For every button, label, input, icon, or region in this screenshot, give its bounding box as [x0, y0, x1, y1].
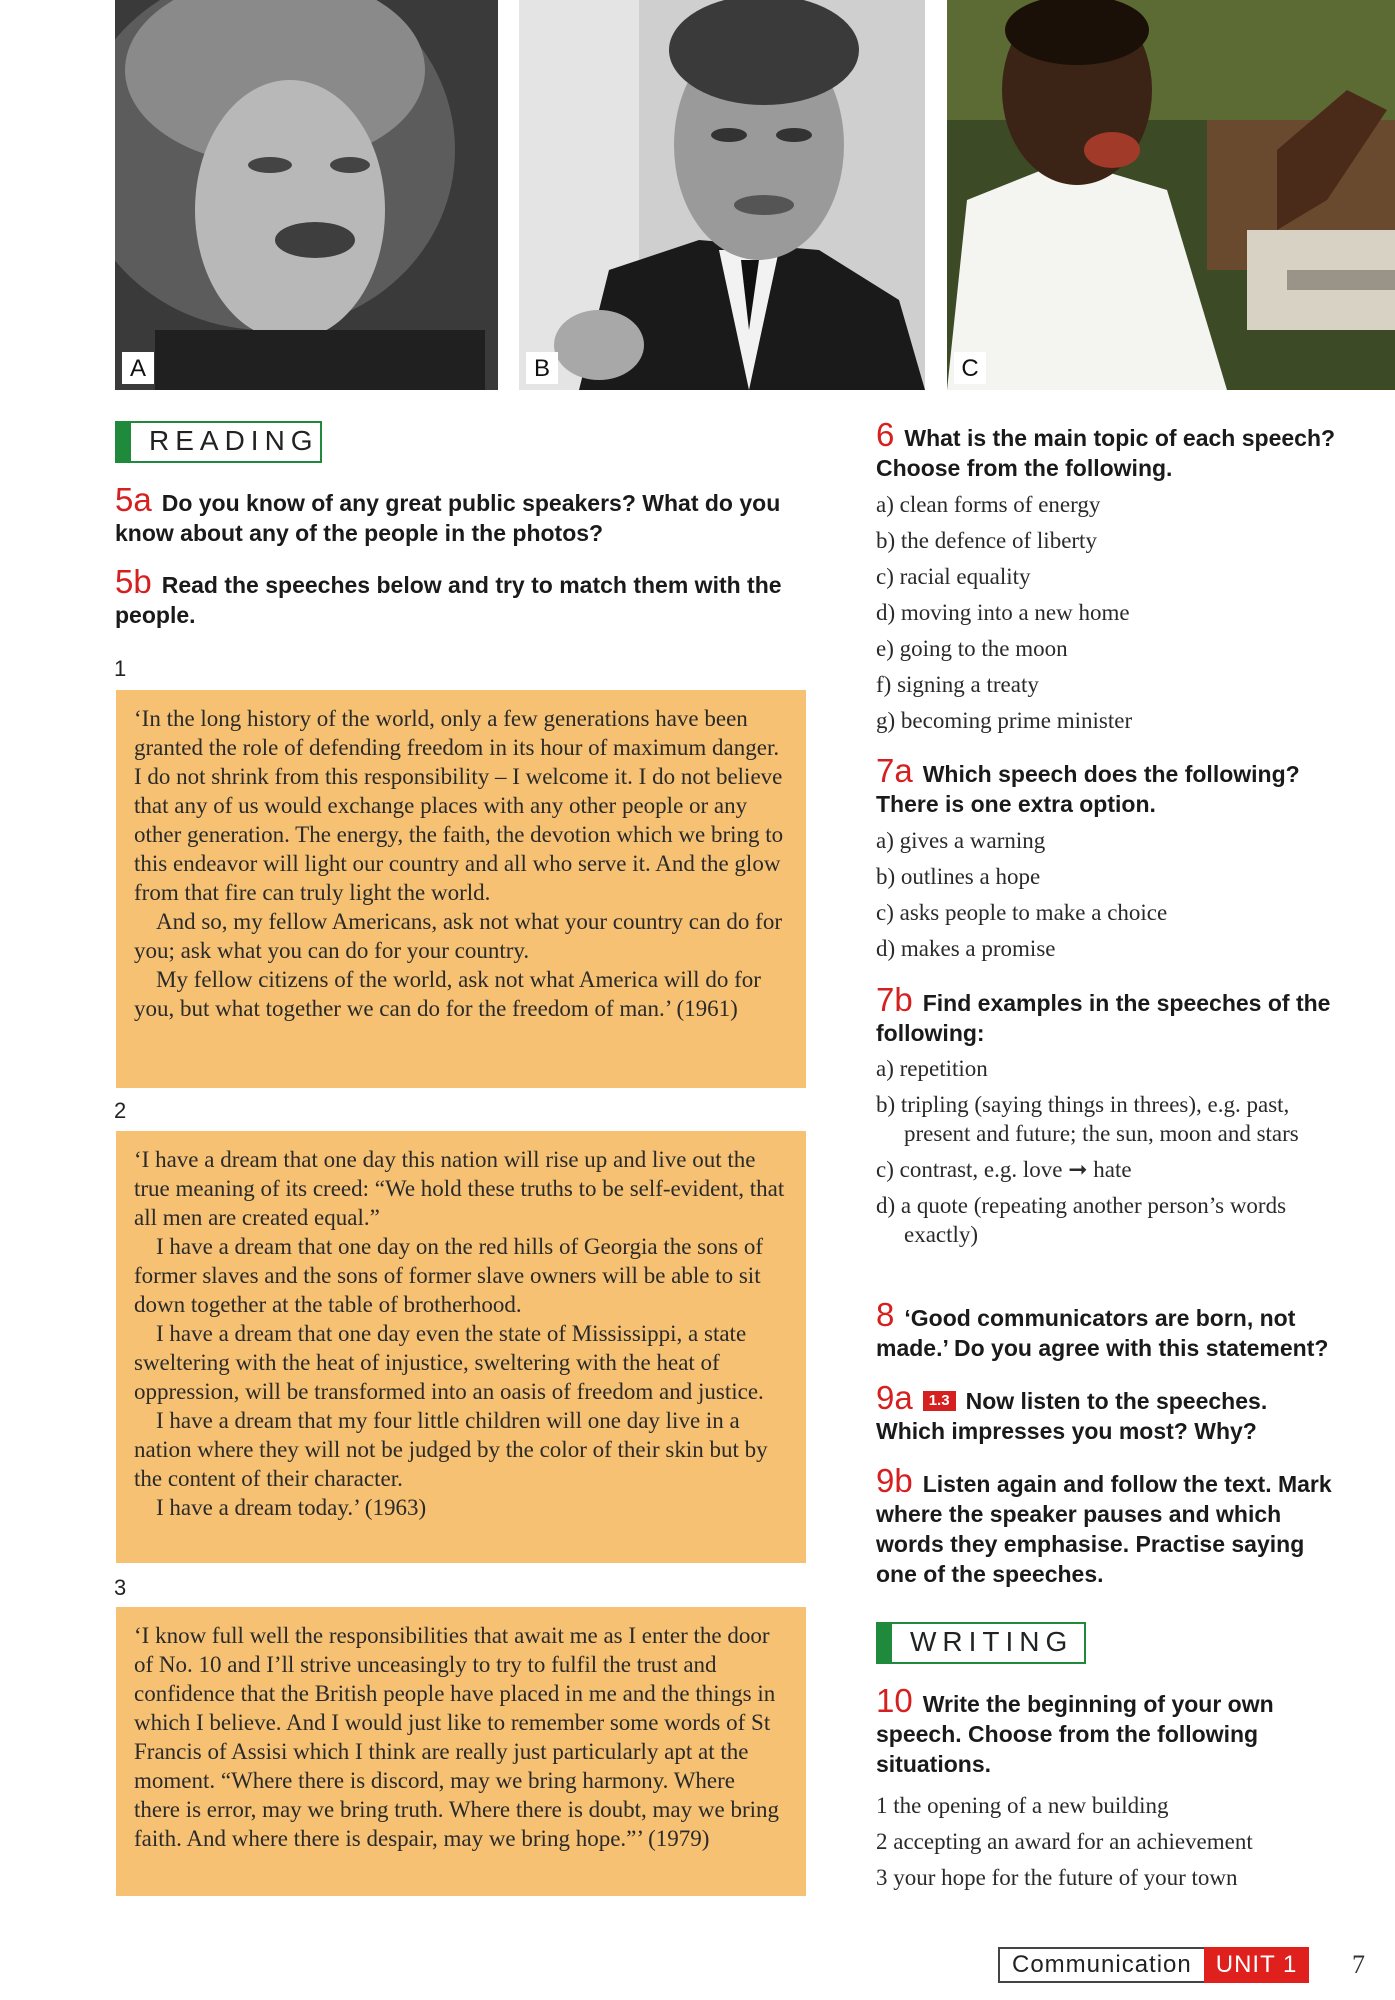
speech-2-paragraph: I have a dream that one day on the red hills of Georgia the sons of former slaves and the sons of former slave owners will be able to sit down together at the table of brotherhood.: [134, 1234, 763, 1317]
question-7b-options: [876, 1054, 1331, 1256]
question-10: [876, 1682, 1336, 1779]
question-5b: [115, 563, 805, 630]
speech-1-paragraph: My fellow citizens of the world, ask not what America will do for you, but what together we can do for the freedom of man.’ (1961): [134, 967, 761, 1021]
question-6-text: What is the main topic of each speech? Choose from the following.: [876, 425, 1336, 481]
speech-1-number: 1: [114, 656, 127, 681]
question-9b-number: 9b: [876, 1462, 913, 1499]
speech-2-paragraph: ‘I have a dream that one day this nation will rise up and live out the true meaning of its creed: “We hold these truths to be self-evident, that all men are created equal.”: [134, 1147, 785, 1230]
speech-2-box: [116, 1131, 806, 1563]
option-item: g) becoming prime minister: [876, 708, 1133, 733]
footer-section-label: Communication: [998, 1947, 1204, 1983]
question-7b: [876, 981, 1336, 1048]
speech-3-number: 3: [114, 1575, 127, 1600]
writing-heading: WRITING: [876, 1622, 1086, 1664]
unit-footer: [998, 1947, 1309, 1983]
question-9b: [876, 1462, 1336, 1589]
photo-a: [115, 0, 498, 390]
speech-3-paragraph: ‘I know full well the responsibilities that await me as I enter the door of No. 10 and I’ll strive unceasingly to try to fulfil the trust and confidence that the British people have placed in me and the things in which I believe. And I would just like to remember some words of St Francis of Assisi which I think are really just particularly apt at the moment. “Where there is discord, may we bring harmony. Where there is error, may we bring truth. Where there is doubt, may we bring faith. And where there is despair, may we bring hope.”’ (1979): [134, 1623, 780, 1851]
photo-c: [947, 0, 1395, 390]
question-7a: [876, 752, 1336, 819]
option-item: 2 accepting an award for an achievement: [876, 1829, 1253, 1854]
question-9a-text: Now listen to the speeches. Which impresses you most? Why?: [876, 1388, 1268, 1444]
speech-2-paragraph: I have a dream today.’ (1963): [156, 1495, 427, 1520]
option-item: f) signing a treaty: [876, 672, 1039, 697]
question-9a-number: 9a: [876, 1379, 913, 1416]
option-item: b) outlines a hope: [876, 864, 1041, 889]
question-10-text: Write the beginning of your own speech. Choose from the following situations.: [876, 1691, 1274, 1777]
question-5a-number: 5a: [115, 481, 152, 518]
option-item: 1 the opening of a new building: [876, 1793, 1169, 1818]
option-item: e) going to the moon: [876, 636, 1068, 661]
speech-1-paragraph: And so, my fellow Americans, ask not what your country can do for you; ask what you can do for your country.: [134, 909, 782, 963]
option-item: d) moving into a new home: [876, 600, 1130, 625]
question-7a-text: Which speech does the following? There is one extra option.: [876, 761, 1300, 817]
question-6: [876, 416, 1336, 483]
question-7a-options: [876, 826, 1336, 970]
question-8-number: 8: [876, 1296, 895, 1333]
photo-label-a: A: [122, 352, 154, 384]
question-10-number: 10: [876, 1682, 913, 1719]
option-item: a) gives a warning: [876, 828, 1046, 853]
option-item: 3 your hope for the future of your town: [876, 1865, 1238, 1890]
option-item: a) repetition: [876, 1056, 988, 1081]
audio-track-badge[interactable]: 1.3: [923, 1391, 956, 1411]
question-9a: [876, 1379, 1336, 1446]
option-item: a) clean forms of energy: [876, 492, 1101, 517]
photo-b: [519, 0, 925, 390]
speech-1-box: [116, 690, 806, 1088]
footer-unit-label: UNIT 1: [1204, 1947, 1310, 1983]
question-8-text: ‘Good communicators are born, not made.’ Do you agree with this statement?: [876, 1305, 1329, 1361]
speech-2-number: 2: [114, 1098, 127, 1123]
photo-label-b: B: [526, 352, 558, 384]
reading-heading: READING: [115, 421, 322, 463]
option-item: b) the defence of liberty: [876, 528, 1097, 553]
question-5b-text: Read the speeches below and try to match them with the people.: [115, 572, 782, 628]
option-item: c) racial equality: [876, 564, 1031, 589]
photo-label-c: C: [954, 352, 986, 384]
question-6-number: 6: [876, 416, 895, 453]
question-5a-text: Do you know of any great public speakers? What do you know about any of the people in the photos?: [115, 490, 781, 546]
question-7b-number: 7b: [876, 981, 913, 1018]
question-5b-number: 5b: [115, 563, 152, 600]
photo-a-image: [115, 0, 498, 390]
question-8: [876, 1296, 1346, 1363]
photo-c-image: [947, 0, 1395, 390]
option-item: d) a quote (repeating another person’s words exactly): [876, 1193, 1287, 1247]
speech-3-box: [116, 1607, 806, 1896]
speech-2-paragraph: I have a dream that one day even the state of Mississippi, a state sweltering with the heat of injustice, sweltering with the heat of oppression, will be transformed into an oasis of freedom and justice.: [134, 1321, 764, 1404]
option-item: d) makes a promise: [876, 936, 1056, 961]
photo-b-image: [519, 0, 925, 390]
question-7a-number: 7a: [876, 752, 913, 789]
question-7b-text: Find examples in the speeches of the following:: [876, 990, 1331, 1046]
option-item: b) tripling (saying things in threes), e.g. past, present and future; the sun, moon and stars: [876, 1092, 1299, 1146]
option-item: c) asks people to make a choice: [876, 900, 1168, 925]
question-10-options: [876, 1791, 1346, 1899]
question-5a: [115, 481, 805, 548]
speech-1-paragraph: ‘In the long history of the world, only a few generations have been granted the role of defending freedom in its hour of maximum danger. I do not shrink from this responsibility – I welcome it. I do not believe that any of us would exchange places with any other people or any other generation. The energy, the faith, the devotion which we bring to this endeavor will light our country and all who serve it. And the glow from that fire can truly light the world.: [134, 706, 784, 905]
speech-2-paragraph: I have a dream that my four little children will one day live in a nation where they will not be judged by the color of their skin but by the content of their character.: [134, 1408, 768, 1491]
option-item: c) contrast, e.g. love ➞ hate: [876, 1157, 1132, 1182]
page-number: 7: [1352, 1950, 1365, 1979]
question-6-options: [876, 490, 1336, 742]
question-9b-text: Listen again and follow the text. Mark where the speaker pauses and which words they emphasise. Practise saying one of the speeches.: [876, 1471, 1332, 1587]
